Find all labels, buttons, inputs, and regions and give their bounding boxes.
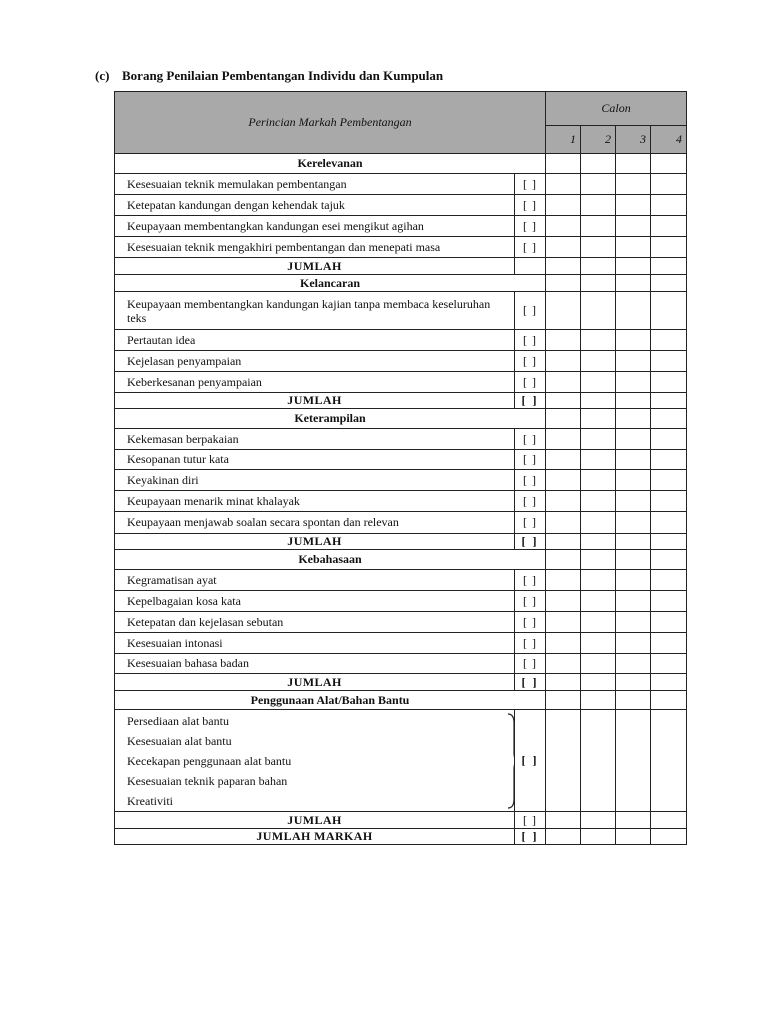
criteria-label: Kesesuaian intonasi [115, 633, 515, 654]
total-cell[interactable] [651, 534, 687, 550]
score-cell[interactable] [546, 470, 581, 491]
total-bracket: [ ] [515, 393, 546, 409]
total-cell[interactable] [581, 258, 616, 275]
score-bracket: [ ] [515, 429, 546, 450]
score-cell[interactable] [616, 612, 651, 633]
criteria-row [115, 633, 687, 654]
section-title: Kelancaran [115, 275, 546, 292]
total-bracket: [ ] [515, 812, 546, 829]
criteria-label: Keberkesanan penyampaian [115, 372, 515, 393]
total-cell[interactable] [651, 829, 687, 845]
score-cell[interactable] [616, 654, 651, 674]
grand-total-bracket: [ ] [515, 829, 546, 845]
criteria-row [115, 612, 687, 633]
total-cell[interactable] [546, 534, 581, 550]
total-cell[interactable] [616, 258, 651, 275]
score-cell[interactable] [581, 512, 616, 534]
total-cell[interactable] [581, 534, 616, 550]
score-cell[interactable] [651, 372, 687, 393]
score-cell[interactable] [616, 330, 651, 351]
section-title: Kerelevanan [115, 154, 546, 174]
score-cell[interactable] [546, 512, 581, 534]
criteria-label: Kesesuaian teknik memulakan pembentangan [115, 174, 515, 195]
score-cell[interactable] [651, 612, 687, 633]
total-cell[interactable] [651, 812, 687, 829]
criteria-row [115, 491, 687, 512]
total-bracket: [ ] [515, 674, 546, 691]
score-cell[interactable] [651, 491, 687, 512]
score-cell[interactable] [616, 372, 651, 393]
score-bracket: [ ] [515, 470, 546, 491]
score-cell[interactable] [581, 216, 616, 237]
score-cell[interactable] [581, 195, 616, 216]
criteria-row [115, 292, 687, 330]
score-cell[interactable] [581, 292, 616, 330]
score-cell[interactable] [651, 429, 687, 450]
grand-total-row [115, 829, 687, 845]
criteria-label: Keupayaan menarik minat khalayak [115, 491, 515, 512]
criteria-label: Kegramatisan ayat [115, 570, 515, 591]
score-cell[interactable] [651, 591, 687, 612]
score-cell[interactable] [546, 372, 581, 393]
score-cell[interactable] [546, 491, 581, 512]
criteria-label: Keupayaan membentangkan kandungan kajian tanpa membaca keseluruhan teks [115, 292, 515, 330]
criteria-group [115, 710, 515, 812]
section-row [115, 409, 687, 429]
criteria-row [115, 372, 687, 393]
total-cell[interactable] [546, 829, 581, 845]
criteria-group-row [115, 710, 687, 812]
score-cell[interactable] [651, 174, 687, 195]
section-row [115, 691, 687, 710]
criteria-label: Kesesuaian teknik paparan bahan [127, 774, 288, 788]
score-cell[interactable] [581, 174, 616, 195]
score-cell[interactable] [651, 470, 687, 491]
score-bracket: [ ] [515, 491, 546, 512]
total-cell[interactable] [616, 393, 651, 409]
total-cell[interactable] [651, 258, 687, 275]
score-bracket: [ ] [515, 633, 546, 654]
total-cell[interactable] [651, 393, 687, 409]
criteria-row [115, 351, 687, 372]
total-cell[interactable] [546, 674, 581, 691]
criteria-label: Kesesuaian alat bantu [127, 734, 232, 748]
score-cell[interactable] [651, 216, 687, 237]
score-cell[interactable] [651, 710, 687, 812]
score-cell[interactable] [616, 570, 651, 591]
total-cell[interactable] [581, 829, 616, 845]
candidate-number: 2 [581, 126, 616, 154]
score-cell[interactable] [616, 292, 651, 330]
criteria-label: Keupayaan menjawab soalan secara spontan dan relevan [115, 512, 515, 534]
candidate-number: 1 [546, 126, 581, 154]
total-bracket: [ ] [515, 534, 546, 550]
criteria-label: Ketepatan kandungan dengan kehendak tajuk [115, 195, 515, 216]
score-cell[interactable] [651, 292, 687, 330]
section-title: Penggunaan Alat/Bahan Bantu [115, 691, 546, 710]
score-cell[interactable] [546, 612, 581, 633]
score-cell[interactable] [616, 237, 651, 258]
total-cell[interactable] [616, 812, 651, 829]
score-cell[interactable] [546, 654, 581, 674]
criteria-row [115, 512, 687, 534]
score-cell[interactable] [581, 330, 616, 351]
total-cell[interactable] [546, 812, 581, 829]
score-cell[interactable] [651, 330, 687, 351]
score-cell[interactable] [616, 633, 651, 654]
score-cell[interactable] [546, 330, 581, 351]
criteria-label: Persediaan alat bantu [127, 714, 229, 728]
total-cell[interactable] [581, 393, 616, 409]
criteria-label: Kreativiti [127, 794, 173, 808]
score-cell[interactable] [651, 351, 687, 372]
criteria-label: Kesesuaian bahasa badan [115, 654, 515, 674]
criteria-row [115, 174, 687, 195]
score-cell[interactable] [546, 570, 581, 591]
score-bracket: [ ] [515, 654, 546, 674]
criteria-row [115, 654, 687, 674]
score-cell[interactable] [581, 633, 616, 654]
score-cell[interactable] [546, 237, 581, 258]
score-bracket: [ ] [515, 195, 546, 216]
score-bracket: [ ] [515, 237, 546, 258]
criteria-row [115, 591, 687, 612]
criteria-row [115, 429, 687, 450]
score-cell[interactable] [581, 429, 616, 450]
right-brace-icon [115, 710, 515, 812]
score-cell[interactable] [546, 292, 581, 330]
total-cell[interactable] [651, 674, 687, 691]
candidate-number: 4 [651, 126, 687, 154]
score-cell[interactable] [581, 710, 616, 812]
total-label: JUMLAH [115, 812, 515, 829]
total-label: JUMLAH [115, 258, 515, 275]
score-cell[interactable] [616, 195, 651, 216]
heading-title: Borang Penilaian Pembentangan Individu dan Kumpulan [122, 68, 444, 83]
criteria-row [115, 237, 687, 258]
score-cell[interactable] [651, 512, 687, 534]
score-cell[interactable] [651, 633, 687, 654]
total-row [115, 258, 687, 275]
score-cell[interactable] [546, 174, 581, 195]
score-cell[interactable] [581, 591, 616, 612]
total-row [115, 534, 687, 550]
score-cell[interactable] [581, 351, 616, 372]
total-cell[interactable] [581, 674, 616, 691]
score-cell[interactable] [616, 450, 651, 470]
section-title: Kebahasaan [115, 550, 546, 570]
criteria-label: Ketepatan dan kejelasan sebutan [115, 612, 515, 633]
score-cell[interactable] [616, 491, 651, 512]
score-cell[interactable] [616, 512, 651, 534]
score-cell[interactable] [581, 470, 616, 491]
total-label: JUMLAH [115, 393, 515, 409]
score-cell[interactable] [616, 174, 651, 195]
score-bracket: [ ] [515, 372, 546, 393]
section-row [115, 154, 687, 174]
score-bracket: [ ] [515, 612, 546, 633]
criteria-label: Keyakinan diri [115, 470, 515, 491]
criteria-row [115, 195, 687, 216]
criteria-label: Kecekapan penggunaan alat bantu [127, 754, 292, 768]
score-cell[interactable] [581, 654, 616, 674]
score-bracket: [ ] [515, 710, 546, 812]
score-cell[interactable] [581, 570, 616, 591]
score-cell[interactable] [651, 450, 687, 470]
total-cell[interactable] [581, 812, 616, 829]
criteria-row [115, 450, 687, 470]
score-cell[interactable] [546, 450, 581, 470]
criteria-label: Kesesuaian teknik mengakhiri pembentangan dan menepati masa [115, 237, 515, 258]
section-row [115, 550, 687, 570]
score-cell[interactable] [616, 470, 651, 491]
score-cell[interactable] [651, 654, 687, 674]
score-cell[interactable] [546, 351, 581, 372]
total-cell[interactable] [616, 534, 651, 550]
score-cell[interactable] [616, 351, 651, 372]
criteria-label: Kekemasan berpakaian [115, 429, 515, 450]
section-title: Keterampilan [115, 409, 546, 429]
total-cell[interactable] [616, 829, 651, 845]
criteria-row [115, 570, 687, 591]
score-cell[interactable] [616, 216, 651, 237]
criteria-label: Keupayaan membentangkan kandungan esei mengikut agihan [115, 216, 515, 237]
score-cell[interactable] [581, 612, 616, 633]
score-bracket: [ ] [515, 330, 546, 351]
score-cell[interactable] [651, 570, 687, 591]
score-cell[interactable] [651, 195, 687, 216]
criteria-header: Perincian Markah Pembentangan [115, 92, 546, 154]
score-cell[interactable] [546, 195, 581, 216]
score-bracket: [ ] [515, 591, 546, 612]
score-cell[interactable] [546, 710, 581, 812]
total-cell[interactable] [616, 674, 651, 691]
heading-label: (c) [95, 68, 110, 83]
total-row [115, 812, 687, 829]
criteria-label: Kesopanan tutur kata [115, 450, 515, 470]
criteria-label: Kejelasan penyampaian [115, 351, 515, 372]
candidates-header: Calon [546, 92, 687, 126]
section-row [115, 275, 687, 292]
criteria-label: Kepelbagaian kosa kata [115, 591, 515, 612]
criteria-label: Pertautan idea [115, 330, 515, 351]
score-cell[interactable] [546, 216, 581, 237]
total-row [115, 674, 687, 691]
score-bracket: [ ] [515, 174, 546, 195]
total-cell[interactable] [546, 393, 581, 409]
total-label: JUMLAH [115, 534, 515, 550]
assessment-table [114, 91, 687, 845]
score-bracket: [ ] [515, 216, 546, 237]
score-cell[interactable] [616, 429, 651, 450]
score-cell[interactable] [546, 429, 581, 450]
form-heading [95, 68, 443, 84]
score-cell[interactable] [616, 710, 651, 812]
candidate-number: 3 [616, 126, 651, 154]
score-bracket: [ ] [515, 351, 546, 372]
score-cell[interactable] [546, 591, 581, 612]
criteria-row [115, 470, 687, 491]
score-cell[interactable] [581, 450, 616, 470]
total-cell[interactable] [546, 258, 581, 275]
score-cell[interactable] [581, 491, 616, 512]
score-bracket: [ ] [515, 570, 546, 591]
score-cell[interactable] [581, 237, 616, 258]
total-row [115, 393, 687, 409]
grand-total-label: JUMLAH MARKAH [115, 829, 515, 845]
criteria-row [115, 330, 687, 351]
score-bracket: [ ] [515, 512, 546, 534]
criteria-row [115, 216, 687, 237]
score-bracket: [ ] [515, 292, 546, 330]
score-cell[interactable] [651, 237, 687, 258]
score-cell[interactable] [616, 591, 651, 612]
total-label: JUMLAH [115, 674, 515, 691]
score-bracket: [ ] [515, 450, 546, 470]
score-cell[interactable] [546, 633, 581, 654]
score-cell[interactable] [581, 372, 616, 393]
